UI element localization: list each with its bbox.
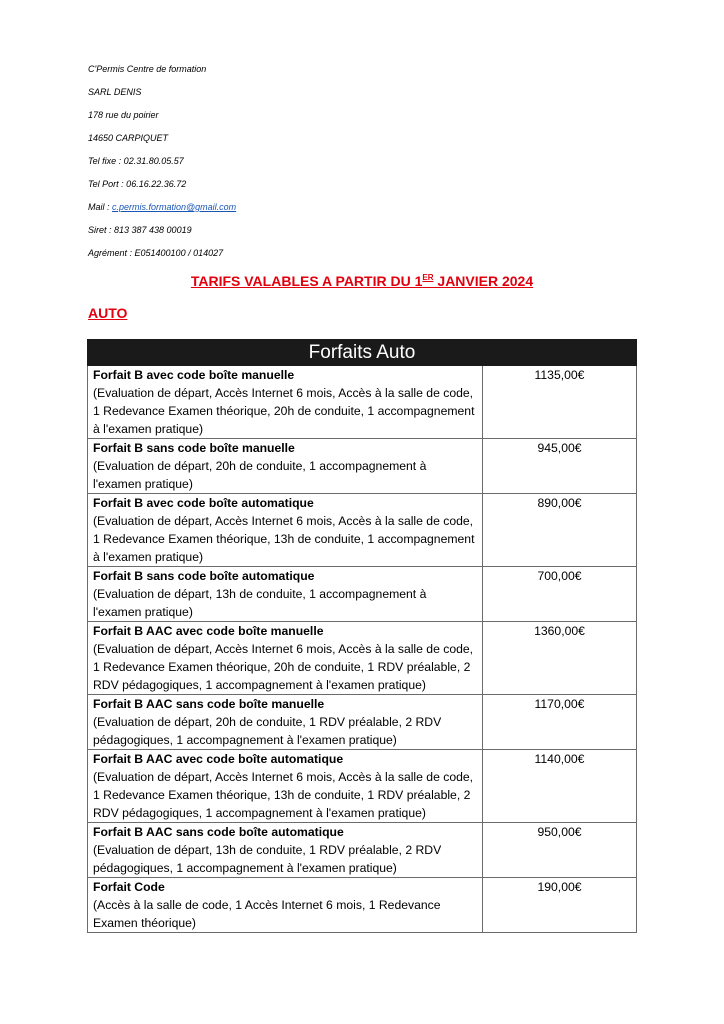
package-description-cell [88, 366, 483, 439]
package-details: (Evaluation de départ, Accès Internet 6 mois, Accès à la salle de code, 1 Redevance Examen théorique, 13h de conduite, 1 accompagnement à l'examen pratique) [93, 514, 475, 564]
table-row [88, 878, 637, 933]
price-table [87, 339, 637, 933]
section-label-auto: AUTO [88, 305, 128, 321]
table-row [88, 366, 637, 439]
package-description-cell [88, 750, 483, 823]
package-price: 1170,00€ [483, 695, 637, 750]
table-row [88, 439, 637, 494]
package-price: 1140,00€ [483, 750, 637, 823]
package-price: 950,00€ [483, 823, 637, 878]
package-name: Forfait B AAC sans code boîte manuelle [93, 697, 325, 711]
package-description-cell [88, 494, 483, 567]
legal-name: SARL DENIS [88, 87, 142, 97]
package-details: (Evaluation de départ, Accès Internet 6 mois, Accès à la salle de code, 1 Redevance Examen théorique, 20h de conduite, 1 accompagnement à l'examen pratique) [93, 386, 475, 436]
company-address-block [88, 64, 236, 271]
package-details: (Evaluation de départ, 20h de conduite, 1 accompagnement à l'examen pratique) [93, 459, 427, 491]
table-header-row [88, 340, 637, 366]
city-postcode: 14650 CARPIQUET [88, 133, 169, 143]
table-row [88, 695, 637, 750]
package-details: (Evaluation de départ, 13h de conduite, 1 accompagnement à l'examen pratique) [93, 587, 427, 619]
tariff-title [0, 273, 724, 289]
package-name: Forfait Code [93, 880, 165, 894]
package-price: 945,00€ [483, 439, 637, 494]
email-label: Mail : [88, 202, 113, 212]
package-description-cell [88, 622, 483, 695]
package-details: (Evaluation de départ, Accès Internet 6 mois, Accès à la salle de code, 1 Redevance Examen théorique, 20h de conduite, 1 RDV préalable, 2 RDV pédagogiques, 1 accompagnement à l'examen pratique) [93, 642, 474, 692]
package-description-cell [88, 878, 483, 933]
package-description-cell [88, 439, 483, 494]
street-address: 178 rue du poirier [88, 110, 159, 120]
phone-mobile: Tel Port : 06.16.22.36.72 [88, 179, 187, 189]
company-name: C'Permis Centre de formation [88, 64, 207, 74]
package-name: Forfait B AAC avec code boîte automatique [93, 752, 344, 766]
phone-fixed: Tel fixe : 02.31.80.05.57 [88, 156, 184, 166]
package-name: Forfait B avec code boîte automatique [93, 496, 314, 510]
package-price: 1360,00€ [483, 622, 637, 695]
table-row [88, 622, 637, 695]
package-name: Forfait B AAC sans code boîte automatique [93, 825, 344, 839]
table-row [88, 494, 637, 567]
package-name: Forfait B sans code boîte manuelle [93, 441, 295, 455]
package-details: (Evaluation de départ, 20h de conduite, 1 RDV préalable, 2 RDV pédagogiques, 1 accompagnement à l'examen pratique) [93, 715, 442, 747]
package-description-cell [88, 823, 483, 878]
package-name: Forfait B sans code boîte automatique [93, 569, 315, 583]
package-description-cell [88, 567, 483, 622]
package-price: 700,00€ [483, 567, 637, 622]
agrement-number: Agrément : E051400100 / 014027 [88, 248, 224, 258]
package-details: (Accès à la salle de code, 1 Accès Internet 6 mois, 1 Redevance Examen théorique) [93, 898, 441, 930]
table-row [88, 567, 637, 622]
table-row [88, 750, 637, 823]
table-row [88, 823, 637, 878]
siret-number: Siret : 813 387 438 00019 [88, 225, 192, 235]
package-name: Forfait B AAC avec code boîte manuelle [93, 624, 324, 638]
package-description-cell [88, 695, 483, 750]
email-link[interactable]: c.permis.formation@gmail.com [112, 202, 237, 212]
title-main: TARIFS VALABLES A PARTIR DU 1 [190, 273, 423, 289]
title-superscript: ER [422, 273, 434, 282]
table-heading: Forfaits Auto [88, 340, 637, 366]
email-line [88, 202, 236, 213]
package-details: (Evaluation de départ, 13h de conduite, 1 RDV préalable, 2 RDV pédagogiques, 1 accompagnement à l'examen pratique) [93, 843, 442, 875]
package-details: (Evaluation de départ, Accès Internet 6 mois, Accès à la salle de code, 1 Redevance Examen théorique, 13h de conduite, 1 RDV préalable, 2 RDV pédagogiques, 1 accompagnement à l'examen pratique) [93, 770, 474, 820]
package-price: 1135,00€ [483, 366, 637, 439]
package-price: 890,00€ [483, 494, 637, 567]
package-price: 190,00€ [483, 878, 637, 933]
title-date: JANVIER 2024 [433, 273, 534, 289]
package-name: Forfait B avec code boîte manuelle [93, 368, 295, 382]
